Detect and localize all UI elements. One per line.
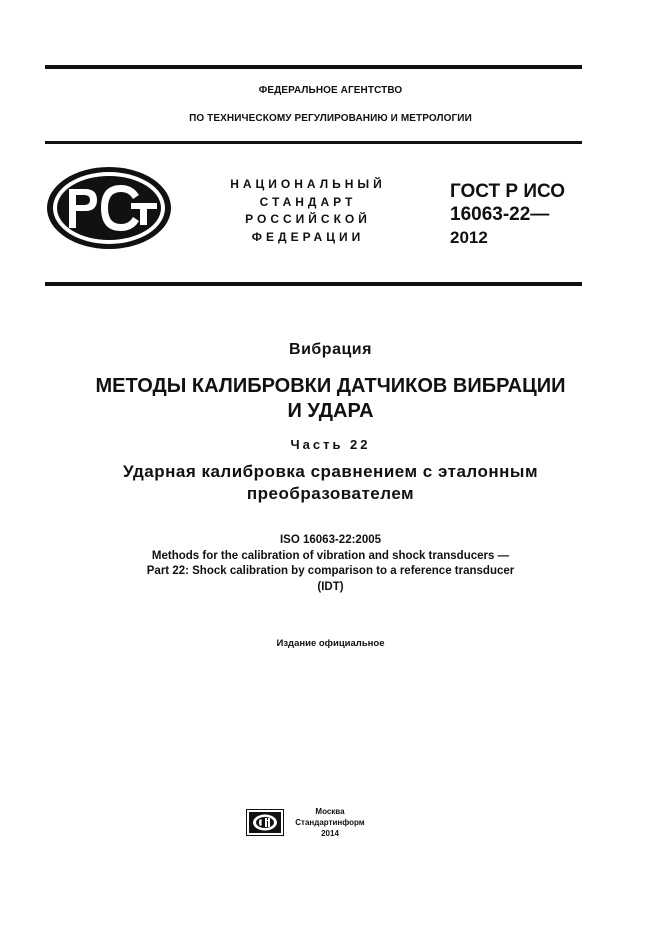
subtitle-line-2: преобразователем [246, 484, 415, 503]
agency-line-1: ФЕДЕРАЛЬНОЕ АГЕНТСТВО [258, 85, 403, 96]
agency-line-2: ПО ТЕХНИЧЕСКОМУ РЕГУЛИРОВАНИЮ И МЕТРОЛОГИИ [189, 113, 472, 124]
publisher-name: Стандартинформ [295, 818, 365, 827]
gost-line-1: ГОСТ Р ИСО [450, 181, 566, 202]
publisher-city: Москва [315, 807, 345, 816]
rst-logo-icon [45, 165, 173, 251]
iso-line-2: Methods for the calibration of vibration and shock transducers — [151, 549, 510, 562]
publisher-info [290, 806, 370, 839]
iso-reference [0, 533, 661, 595]
standartinform-logo-icon [246, 809, 284, 836]
top-rule [45, 65, 582, 69]
iso-line-3: Part 22: Shock calibration by comparison to a reference transducer [146, 565, 515, 577]
main-title-line-2: И УДАРА [287, 400, 374, 422]
subject-title: Вибрация [289, 341, 372, 358]
header-rule [45, 141, 582, 144]
national-line-4: ФЕДЕРАЦИИ [251, 229, 365, 244]
part-label: Часть 22 [290, 437, 371, 452]
national-line-1: НАЦИОНАЛЬНЫЙ [230, 177, 386, 191]
gost-designation [450, 180, 565, 249]
national-line-2: СТАНДАРТ [259, 194, 357, 209]
main-title-line-1: МЕТОДЫ КАЛИБРОВКИ ДАТЧИКОВ ВИБРАЦИИ [95, 375, 566, 397]
gost-line-2: 16063-22— [450, 204, 550, 225]
gost-line-3: 2012 [450, 228, 488, 247]
national-line-3: РОССИЙСКОЙ [245, 212, 371, 226]
standard-rule [45, 282, 582, 286]
publisher-year: 2014 [321, 829, 339, 838]
iso-line-4: (IDT) [317, 580, 344, 593]
subtitle-line-1: Ударная калибровка сравнением с эталонным [122, 462, 539, 481]
iso-line-1: ISO 16063-22:2005 [279, 534, 382, 546]
national-standard-label [222, 176, 394, 246]
edition-label: Издание официальное [276, 638, 385, 649]
